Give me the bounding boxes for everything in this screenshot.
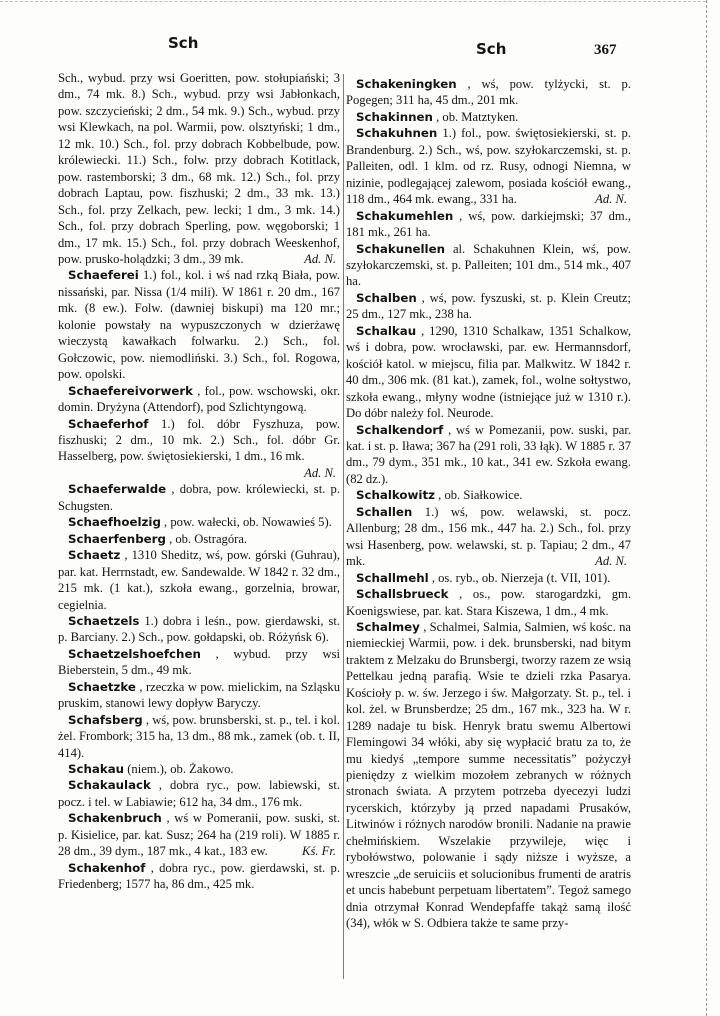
entry-text: , dobra ryc., pow. labiewski, st. pocz. i tel. w Labiawie; 612 ha, 34 dm., 176 mk. — [58, 778, 340, 809]
dictionary-entry — [346, 290, 631, 323]
entry-headword: Schaetzels — [68, 613, 140, 628]
entry-headword: Schaeferei — [68, 268, 139, 283]
dictionary-entry — [58, 547, 340, 613]
dictionary-entry — [346, 76, 631, 109]
entry-headword: Schakinnen — [356, 109, 433, 124]
dictionary-entry — [58, 481, 340, 514]
entry-text: , 1310 Sheditz, wś, pow. górski (Guhrau), par. kat. Herrnstadt, ew. Sandewalde. W 1842 r. 32 dm., 215 mk. (1 kat.), szkoła ewang., gorzelnia, browar, cegielnia. — [58, 548, 340, 612]
entry-text: (niem.), ob. Żakowo. — [127, 762, 234, 777]
right-column — [346, 76, 631, 932]
entry-text: 1.) wś, pow. welawski, st. pocz. Allenburg; 28 dm., 156 mk., 447 ha. 2.) Sch., fol. przy wsi Hasenberg, pow. welawski, st. p. Tapiau; 2 dm., 47 mk. — [346, 504, 631, 569]
page-number: 367 — [594, 42, 617, 58]
entry-text: , os. ryb., ob. Nierzeja (t. VII, 101). — [431, 570, 611, 585]
dictionary-entry — [58, 712, 340, 761]
left-column — [58, 70, 340, 893]
dictionary-entry — [58, 646, 340, 679]
entry-text: , wś w Pomeranii, pow. suski, st. p. Kisielice, par. kat. Susz; 264 ha (219 roli). W 1885 r. 28 dm., 39 dym., 187 mk., 4 kat., 183 ew. — [58, 811, 341, 859]
dictionary-entry — [346, 323, 631, 422]
dictionary-entry — [58, 267, 340, 382]
entry-headword: Schaerfenberg — [68, 531, 166, 546]
entry-text: , wś, pow. fyszuski, st. p. Klein Creutz; 25 dm., 127 mk., 238 ha. — [346, 290, 632, 322]
entry-headword: Schaeferwalde — [68, 482, 167, 497]
column-divider — [343, 74, 344, 979]
entry-signature: Ad. N. — [304, 251, 336, 266]
entry-headword: Schakaulack — [68, 778, 151, 793]
entry-text: , Schalmei, Salmia, Salmien, wś kośc. na niemieckiej Warmii, pow. i dek. brunsberski, nad bitym traktem z Melzaku do Brunsbergi, tworzy razem ze wsią Pettelkau jedną parafią. Wsie te dzieli rzka Pasarya. Kościoły p. w. św. Jerzego i św. Małgorzaty. St. p., tel. i kol. żel. w Brunsberdze; 25 dm., 167 mk., 323 ha. W r. 1289 nadaje tu bisk. Henryk bratu swemu Albertowi Flemingowi 34 włóki, aby się wypłacić bratu za to, że mu kiedyś „tempore summe necessitatis” pożyczył pieniędzy z wielkim mozołem zebranych w różnych stronach świata. A przytem potrzeba dyecezyi ludzi rycerskich, którzyby ją przed napadami Prusaków, Litwinów i różnych narodów bronili. Nadanie na prawie chełmińskiem. Wszelakie przywileje, więc i rybołówstwo, polowanie i sądy niższe i wyższe, a wreszcie „de seruiciis et solucionibus frumenti de aratris et uncis habebunt perpetuam libertatem”. Tegoż samego dnia otrzymał Konrad Wendepfaffe takąż samą ilość (34), włók w S. Odbiera także te same przy- — [346, 619, 632, 931]
entry-headword: Schallmehl — [356, 570, 429, 585]
dictionary-entry — [346, 125, 631, 207]
dictionary-entry — [58, 613, 340, 646]
entry-headword: Schalmey — [356, 619, 420, 634]
entry-text: , dobra ryc., pow. gierdawski, st. p. Friedenberg; 1577 ha, 86 dm., 425 mk. — [58, 860, 340, 892]
dictionary-entry — [346, 504, 631, 570]
dictionary-entry — [58, 416, 340, 482]
entry-headword: Schakumehlen — [356, 208, 454, 223]
entry-text: , wś, pow. brunsberski, st. p., tel. i kol. żel. Frombork; 315 ha, 13 dm., 88 mk., zamek (ob. t. II, 414). — [58, 712, 341, 760]
running-head-left: Sch — [168, 34, 199, 52]
dictionary-entry — [58, 70, 340, 267]
dictionary-entry — [58, 810, 340, 859]
scan-top-edge — [0, 1, 706, 2]
entry-text: 1.) fol., pow. świętosiekierski, st. p. Brandenburg. 2.) Sch., wś, pow. szyłokarczemski, st. p. Palleiten, odl. 1 klm. od rz. Rusy, odnogi Niemna, w nizinie, podlegającej zalewom, posiada kościół ewang., 118 dm., 464 mk. ewang., 331 ha. — [346, 126, 631, 207]
dictionary-entry — [346, 619, 631, 932]
entry-text: al. Schakuhnen Klein, wś, pow. szyłokarczemski, st. p. Palleiten; 101 dm., 514 mk., 407 ha. — [346, 241, 631, 289]
entry-headword: Schakunellen — [356, 241, 445, 256]
dictionary-entry — [346, 422, 631, 488]
entry-headword: Schakenhof — [68, 860, 146, 875]
dictionary-entry — [346, 109, 631, 125]
scan-right-edge — [706, 0, 708, 1016]
dictionary-entry — [58, 860, 340, 893]
entry-text: , wś, pow. darkiejmski; 37 dm., 181 mk., 261 ha. — [346, 208, 631, 240]
entry-text: , dobra, pow. królewiecki, st. p. Schugsten. — [58, 482, 340, 513]
entry-text: , 1290, 1310 Schalkaw, 1351 Schalkow, wś i dobra, pow. wrocławski, par. ew. Hermannsdorf, kościół katol. w miejscu, filia par. Malkwitz. W 1842 r. 40 dm., 306 mk. (81 kat.), zamek, fol., wolne sołtystwo, szkoła ewang., młyny wodne (istniejące już w 1310 r.). Do dóbr należy fol. Neurode. — [346, 323, 632, 421]
entry-headword: Schaetzelshoefchen — [68, 646, 201, 661]
entry-headword: Schakeningken — [356, 77, 457, 91]
dictionary-entry — [346, 487, 631, 503]
entry-headword: Schalkau — [356, 323, 417, 338]
entry-headword: Schaefhoelzig — [68, 515, 161, 530]
entry-headword: Schallen — [356, 504, 413, 519]
dictionary-entry — [58, 679, 340, 712]
entry-text: , os., pow. starogardzki, gm. Koenigswiese, par. kat. Stara Kiszewa, 1 dm., 4 mk. — [346, 587, 632, 618]
entry-text: , ob. Matztyken. — [436, 109, 519, 124]
entry-text: 1.) fol., kol. i wś nad rzką Biała, pow. nissański, par. Nissa (1/4 mili). W 1861 r. 20 dm., 167 mk. (8 ew.). Folw. (dawniej biskupi) ma 120 mr.; kolonie powstały na wypuszczonych w dzierżawę wieczystą kawałkach folwarku. 2.) Sch., fol. Gołczowic, pow. niemodliński. 3.) Sch., fol. Rogowa, pow. opolski. — [58, 268, 340, 382]
dictionary-entry — [346, 586, 631, 619]
entry-text: 1.) dobra i leśn., pow. gierdawski, st. p. Barciany. 2.) Sch., pow. gołdapski, ob. Różyńsk 6). — [58, 613, 340, 645]
dictionary-entry — [346, 241, 631, 290]
entry-signature: Ad. N. — [595, 192, 627, 207]
dictionary-entry — [58, 383, 340, 416]
dictionary-entry — [58, 531, 340, 547]
running-head-center: Sch — [476, 40, 507, 58]
entry-text: 1.) fol. dóbr Fyszhuza, pow. fiszhuski; 2 dm., 10 mk. 2.) Sch., fol. dóbr Gr. Hasselberg, pow. świętosiekierski, 1 dm., 16 mk. — [58, 416, 340, 464]
entry-headword: Schalben — [356, 290, 417, 305]
entry-signature: Ad. N. — [304, 465, 336, 480]
entry-headword: Schallsbrueck — [356, 587, 449, 602]
entry-text: , fol., pow. wschowski, okr. domin. Dryżyna (Attendorf), pod Szlichtyngową. — [58, 383, 340, 415]
entry-headword: Schalkendorf — [356, 422, 444, 437]
entry-headword: Schaefereivorwerk — [68, 383, 194, 398]
entry-headword: Schalkowitz — [356, 488, 435, 503]
entry-text: , wś, pow. tylżycki, st. p. Pogegen; 311 ha, 45 dm., 201 mk. — [346, 77, 631, 108]
entry-headword: Schakuhnen — [356, 126, 438, 141]
entry-headword: Schaeferhof — [68, 416, 149, 431]
entry-headword: Schakau — [68, 762, 125, 777]
dictionary-entry — [58, 761, 340, 777]
entry-headword: Schafsberg — [68, 712, 143, 727]
entry-headword: Schakenbruch — [68, 811, 162, 826]
entry-signature: Ad. N. — [595, 554, 627, 569]
entry-headword: Schaetzke — [68, 679, 136, 694]
entry-signature: Kś. Fr. — [302, 844, 336, 859]
entry-text: , ob. Siałkowice. — [438, 488, 523, 503]
dictionary-entry — [58, 514, 340, 530]
dictionary-entry — [58, 777, 340, 810]
entry-text: , ob. Ostragóra. — [169, 531, 248, 546]
dictionary-entry — [346, 570, 631, 586]
entry-text: , wybud. przy wsi Bieberstein, 5 dm., 49 mk. — [58, 646, 340, 678]
entry-text: , rzeczka w pow. mielickim, na Szląsku pruskim, stanowi lewy dopływ Baryczy. — [58, 679, 340, 711]
entry-text: , wś w Pomezanii, pow. suski, par. kat. i st. p. Iława; 367 ha (291 roli, 33 łąk). W 1885 r. 37 dm., 79 dym., 351 mk., 10 kat., 341 ew. Szkoła ewang. (82 dz.). — [346, 422, 631, 486]
entry-headword: Schaetz — [68, 548, 121, 563]
entry-text: , pow. wałecki, ob. Nowawieś 5). — [164, 515, 332, 530]
dictionary-entry — [346, 208, 631, 241]
entry-text: Sch., wybud. przy wsi Goeritten, pow. stołupiański; 3 dm., 74 mk. 8.) Sch., wybud. przy wsi Jabłonkach, pow. szczycieński; 2 dm., 54 mk. 9.) Sch., wybud. przy wsi Klewkach, na pol. Warmii, pow. olsztyński; 1 dm., 12 mk. 10.) Sch., fol. przy dobrach Kobbelbude, pow. królewiecki. 11.) Sch., folw. przy dobrach Kotitlack, pow. rastemborski; 3 dm., 68 mk. 12.) Sch., fol. przy dobrach Laptau, pow. fiszhuski; 2 dm., 33 mk. 13.) Sch., fol. przy Zelkach, pew. lecki; 1 dm., 3 mk. 14.) Sch., fol. przy dobrach Sperling, pow. węgoborski; 1 dm., 17 mk. 15.) Sch., fol. przy dobrach Weeskenhof, pow. prusko-holądzki; 3 dm., 39 mk. — [58, 71, 340, 266]
